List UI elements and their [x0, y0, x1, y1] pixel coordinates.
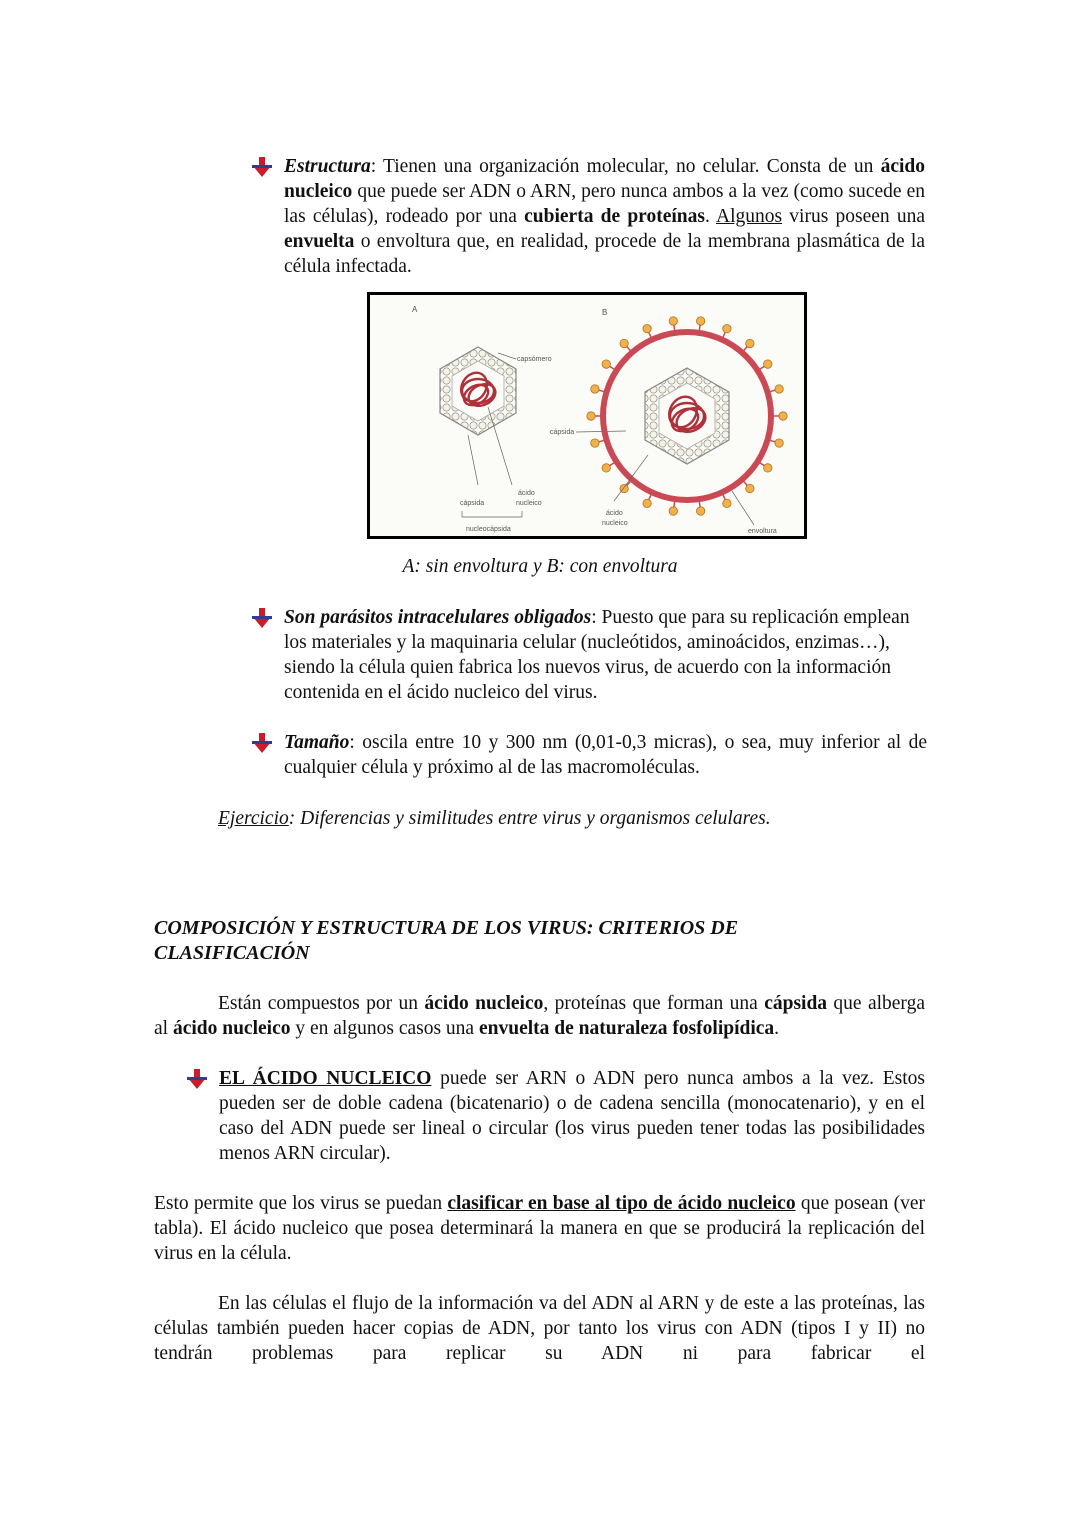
spike-head — [723, 499, 731, 507]
spike-head — [723, 324, 731, 332]
estructura-term: Estructura — [284, 156, 371, 177]
spike-head — [602, 464, 610, 472]
spike-head — [746, 339, 754, 347]
spike-head — [779, 412, 787, 420]
figure-caption: A: sin envoltura y B: con envoltura — [402, 556, 678, 577]
arrow-bullet-icon — [250, 607, 274, 629]
section-heading: COMPOSICIÓN Y ESTRUCTURA DE LOS VIRUS: CRITERIOS DE CLASIFICACIÓN — [154, 917, 739, 964]
nucleico-a-label: nucleico — [516, 500, 542, 507]
clasificar-paragraph: Esto permite que los virus se puedan clasificar en base al tipo de ácido nucleico que posean (ver tabla). El ácido nucleico que posea determinará la manera en que se producirá la replicación del virus en la célula. — [154, 1193, 925, 1264]
composicion-paragraph: Están compuestos por un ácido nucleico, proteínas que forman una cápsida que alberga al ácido nucleico y en algunos casos una envuelta de naturaleza fosfolipídica. — [154, 993, 925, 1039]
virus-b-enveloped — [587, 317, 787, 535]
acido-nucleico-paragraph: EL ÁCIDO NUCLEICO puede ser ARN o ADN pero nunca ambos a la vez. Estos pueden ser de doble cadena (bicatenario) o de cadena sencilla (monocatenario), y en el caso del ADN puede ser lineal o circular (los virus pueden tener todas las posibilidades menos ARN circular). — [219, 1066, 925, 1166]
virus-diagram — [367, 292, 807, 539]
spike-head — [746, 484, 754, 492]
spike-head — [587, 412, 595, 420]
virus-a-nucleocapsid — [440, 347, 552, 533]
envoltura-label: envoltura — [748, 528, 777, 535]
label-b: B — [602, 308, 608, 317]
parasitos-term: Son parásitos intracelulares obligados — [284, 607, 592, 628]
flujo-paragraph: En las células el flujo de la información va del ADN al ARN y de este a las proteínas, las células también pueden hacer copias de ADN, por tanto los virus con ADN (tipos I y II) no tendrán problemas para replicar su ADN ni para fabricar el — [154, 1293, 925, 1364]
nucleico-b-label: nucleico — [602, 520, 628, 527]
spike-head — [764, 464, 772, 472]
spike-head — [643, 499, 651, 507]
spike-head — [696, 507, 704, 515]
nucleocapsida-label: nucleocápsida — [466, 526, 511, 533]
arrow-bullet-icon — [250, 732, 274, 754]
spike-head — [669, 317, 677, 325]
spike-head — [775, 385, 783, 393]
spike-head — [602, 360, 610, 368]
capsida-a-label: cápsida — [460, 500, 485, 507]
spike-head — [620, 339, 628, 347]
acido-b-label: ácido — [606, 510, 623, 517]
arrow-bullet-icon — [250, 156, 274, 178]
ejercicio-line: Ejercicio: Diferencias y similitudes entre virus y organismos celulares. — [218, 808, 771, 829]
tamano-term: Tamaño — [284, 732, 350, 753]
acido-a-label: ácido — [518, 490, 535, 497]
arrow-bullet-icon — [185, 1068, 209, 1090]
label-a: A — [412, 305, 418, 314]
spike-head — [775, 439, 783, 447]
spike-head — [669, 507, 677, 515]
capsida-label: cápsida — [550, 429, 575, 436]
parasitos-paragraph: Son parásitos intracelulares obligados: Puesto que para su replicación emplean los materiales y la maquinaria celular (nucleótidos, aminoácidos, enzimas…), siendo la célula quien fabrica los nuevos virus, de acuerdo con la información contenida en el ácido nucleico del virus. — [284, 605, 925, 705]
acido-nucleico-term: EL ÁCIDO NUCLEICO — [219, 1068, 432, 1089]
spike-head — [591, 439, 599, 447]
spike-head — [591, 385, 599, 393]
estructura-paragraph: Estructura: Tienen una organización molecular, no celular. Consta de un ácido nucleico que puede ser ADN o ARN, pero nunca ambos a la vez (como sucede en las células), rodeado por una cubierta de proteínas. Algunos virus poseen una envuelta o envoltura que, en realidad, procede de la membrana plasmática de la célula infectada. — [284, 154, 925, 279]
tamano-paragraph: Tamaño: oscila entre 10 y 300 nm (0,01-0,3 micras), o sea, muy inferior al de cualquier célula y próximo al de las macromoléculas. — [284, 730, 927, 780]
spike-head — [696, 317, 704, 325]
spike-head — [643, 324, 651, 332]
spike-head — [764, 360, 772, 368]
capsomero-label: capsómero — [517, 356, 552, 363]
